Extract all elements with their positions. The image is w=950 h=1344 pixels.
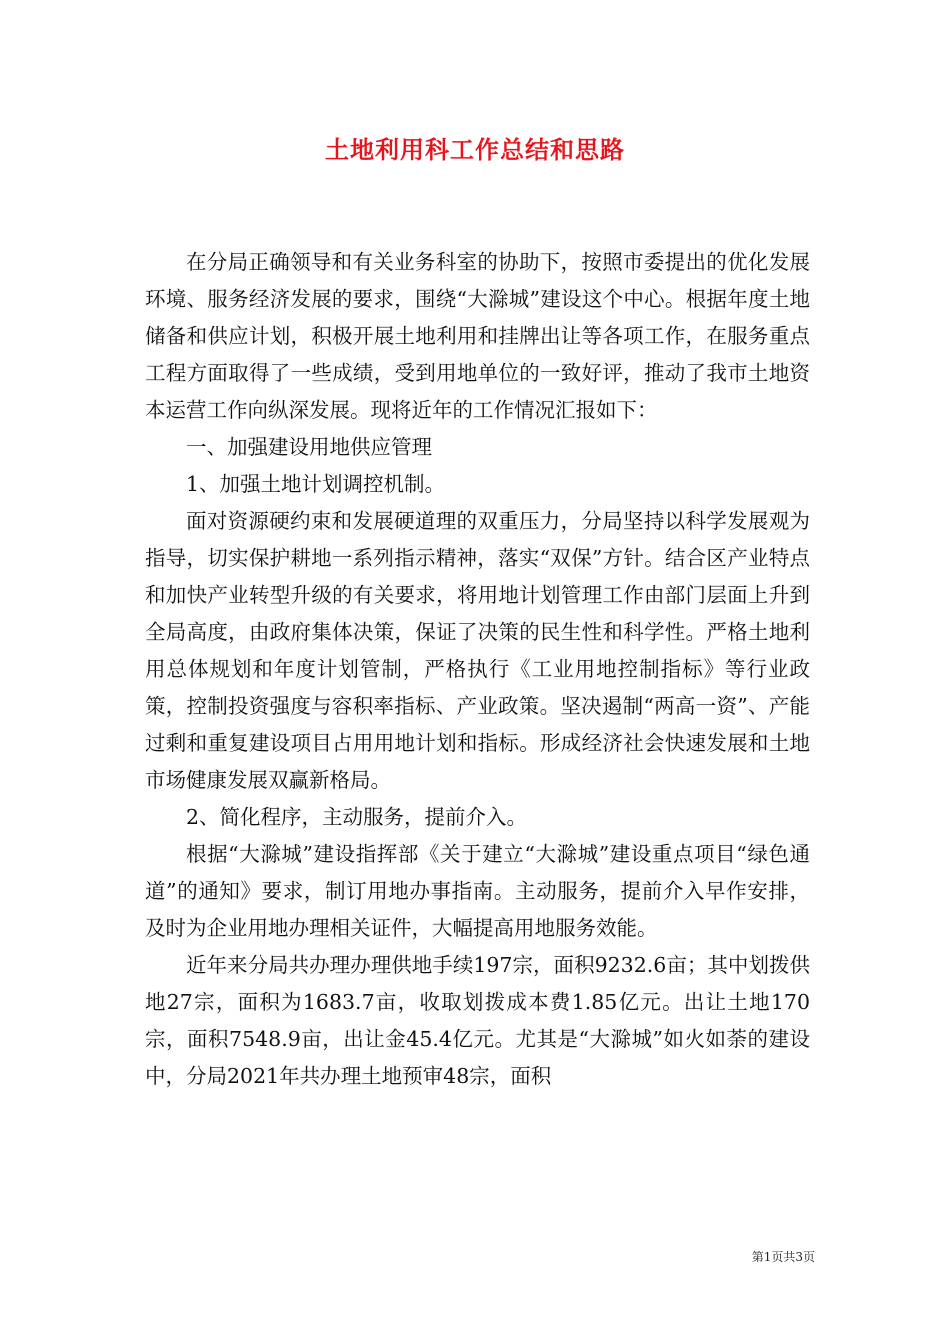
document-title: 土地利用科工作总结和思路 — [325, 135, 625, 164]
paragraph-statistics: 近年来分局共办理办理供地手续197宗，面积9232.6亩；其中划拨供地27宗，面积为1683.7亩，收取划拨成本费1.85亿元。出让土地170宗，面积7548.9亩，出让金45.4亿元。尤其是“大滁城”如火如荼的建设中，分局2021年共办理土地预审48宗，面积 — [145, 953, 810, 1088]
paragraph-green-channel: 根据“大滁城”建设指挥部《关于建立“大滁城”建设重点项目“绿色通道”的通知》要求，制订用地办事指南。主动服务，提前介入早作安排，及时为企业用地办理相关证件，大幅提高用地服务效能。 — [145, 842, 810, 940]
section-heading-1: 一、加强建设用地供应管理 — [186, 435, 432, 459]
page-number: 第1页共3页 — [751, 1250, 815, 1264]
document-body — [145, 244, 810, 1095]
subheading-1: 1、加强土地计划调控机制。 — [186, 472, 446, 496]
paragraph-plan-control: 面对资源硬约束和发展硬道理的双重压力，分局坚持以科学发展观为指导，切实保护耕地一系列指示精神，落实“双保”方针。结合区产业特点和加快产业转型升级的有关要求，将用地计划管理工作由部门层面上升到全局高度，由政府集体决策，保证了决策的民生性和科学性。严格土地利用总体规划和年度计划管制，严格执行《工业用地控制指标》等行业政策，控制投资强度与容积率指标、产业政策。坚决遏制“两高一资”、产能过剩和重复建设项目占用用地计划和指标。形成经济社会快速发展和土地市场健康发展双赢新格局。 — [145, 509, 810, 792]
subheading-2: 2、简化程序，主动服务，提前介入。 — [186, 805, 528, 829]
paragraph-intro: 在分局正确领导和有关业务科室的协助下，按照市委提出的优化发展环境、服务经济发展的要求，围绕“大滁城”建设这个中心。根据年度土地储备和供应计划，积极开展土地利用和挂牌出让等各项工作，在服务重点工程方面取得了一些成绩，受到用地单位的一致好评，推动了我市土地资本运营工作向纵深发展。现将近年的工作情况汇报如下： — [145, 250, 810, 422]
